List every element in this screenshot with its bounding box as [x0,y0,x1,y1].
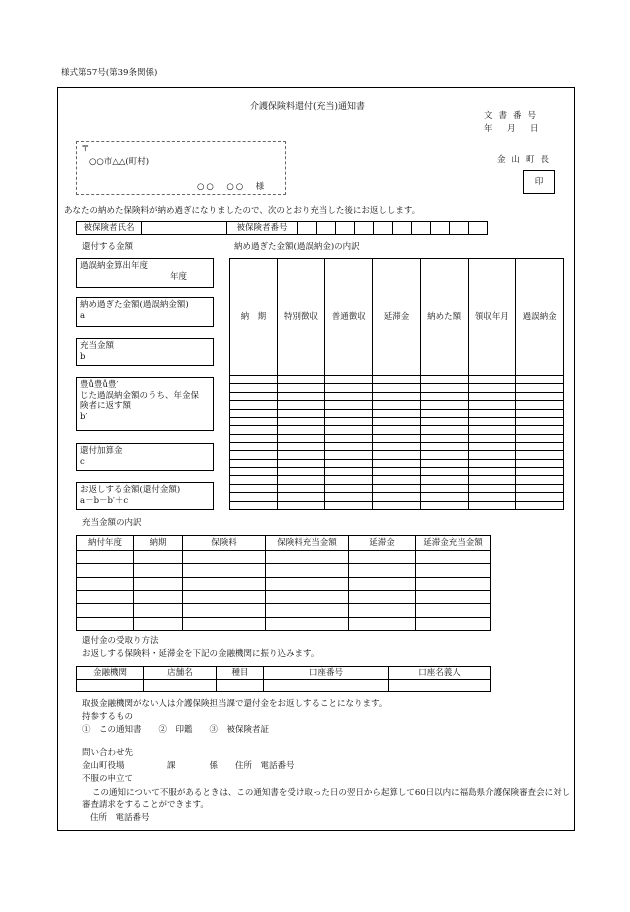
appeal-label: 不服の申立て [82,774,134,784]
col-due-period: 納 期 [230,259,278,376]
return-amount-label: お返しする金額(還付金額) [80,485,181,495]
address-city: ○○市△△(町村) [89,157,150,167]
postal-mark: 〒 [81,144,90,154]
table-row [230,392,564,400]
col-late-fee: 延滞金 [373,259,421,376]
appropriation-heading: 充当金額の内訳 [82,518,142,528]
col-account-type: 種目 [217,667,264,680]
table-row [230,468,564,476]
col-receipt-month: 領収年月 [468,259,516,376]
overpaid-amount-symbol: a [80,310,86,321]
document-title: 介護保険料還付(充当)通知書 [250,102,366,112]
pension-return-line1: 豊ů豊ů豊′ [80,380,119,390]
insured-number-cell-7 [412,222,431,235]
seal-box: 印 [523,170,555,194]
insured-number-cell-6 [393,222,412,235]
doc-number-label: 文書番号 [484,111,543,121]
col-late-charge-appropriation: 延滞金充当金額 [416,536,491,551]
overpaid-breakdown-body [230,376,564,510]
table-row [230,451,564,459]
overpaid-amount-box [76,297,214,327]
table-row [77,590,491,603]
return-amount-box [76,482,214,510]
insured-number-cell-10 [469,222,488,235]
appeal-contact: 住所 電話番号 [90,813,150,823]
table-row [230,417,564,425]
insured-number-cell-1 [298,222,317,235]
table-row [230,484,564,492]
table-row [77,551,491,564]
additional-refund-symbol: c [80,456,85,467]
table-row [230,384,564,392]
insured-number-cell-3 [336,222,355,235]
table-row [230,501,564,509]
pension-return-line3: 険者に返す額 [80,401,132,412]
date-label: 年 月 日 [484,124,542,134]
calc-year-label: 過誤納金算出年度 [80,261,149,271]
inquiry-contact: 金山町役場 課 係 住所 電話番号 [82,761,295,771]
table-row [230,443,564,451]
table-row [230,401,564,409]
table-row [230,476,564,484]
calc-year-box [76,258,214,288]
col-account-number: 口座番号 [264,667,389,680]
inquiry-label: 問い合わせ先 [82,748,134,758]
recipient-name: ○○ ○○ 様 [197,182,267,192]
col-overpayment: 過誤納金 [516,259,564,376]
col-premium-appropriation: 保険料充当金額 [266,536,349,551]
insured-number-label: 被保険者番号 [227,222,298,235]
table-row [230,459,564,467]
insured-table [76,221,488,235]
table-row [230,493,564,501]
insured-number-cell-2 [317,222,336,235]
col-payment-year: 納付年度 [77,536,134,551]
appeal-text: この通知について不服があるときは、この通知書を受け取った日の翌日から起算して60日以内に福島県介護保険審査会に対し審査請求をすることができます。 [82,788,571,810]
appropriated-amount-label: 充当金額 [80,341,115,351]
col-bank: 金融機関 [77,667,144,680]
col-ordinary-collection: 普通徴収 [325,259,373,376]
bring-items: ① この通知書 ② 印鑑 ③ 被保険者証 [82,725,270,735]
col-special-collection: 特別徴収 [277,259,325,376]
overpaid-amount-label: 納め過ぎた金額(過誤納金額) [80,300,189,310]
return-amount-formula: a－b－b′＋c [80,495,129,506]
bank-table [76,666,491,692]
calc-year-unit: 年度 [170,271,188,282]
appropriated-amount-box [76,338,214,366]
additional-refund-box [76,443,214,471]
pension-return-symbol: b′ [80,411,88,422]
insured-name-label: 被保険者氏名 [77,222,142,235]
table-row [230,409,564,417]
form-number: 様式第57号(第39条関係) [61,68,158,78]
table-row [77,680,491,692]
no-bank-note: 取扱金融機関がない人は介護保険担当課で還付金をお返しすることになります。 [82,699,388,709]
overpaid-breakdown-heading: 納め過ぎた金額(過誤納金)の内訳 [234,242,360,252]
additional-refund-label: 還付加算金 [80,446,123,456]
table-row [77,617,491,630]
refund-method-heading: 還付金の受取り方法 [82,636,159,646]
refund-method-text: お返しする保険料・延滞金を下記の金融機関に振り込みます。 [82,649,320,659]
mayor-name: 金山町長 [497,155,556,165]
overpaid-breakdown-table [229,258,564,510]
insured-number-cell-9 [450,222,469,235]
table-row [230,426,564,434]
intro-text: あなたの納めた保険料が納め過ぎになりましたので、次のとおり充当した後にお返しします。 [64,206,421,216]
address-block [76,141,286,195]
table-row [77,577,491,590]
table-row [230,376,564,384]
insured-number-cell-8 [431,222,450,235]
col-premium: 保険料 [183,536,266,551]
col-branch: 店舗名 [144,667,217,680]
table-row [77,564,491,577]
table-row [77,604,491,617]
col-paid-amount: 納めた額 [420,259,468,376]
col-late-charge: 延滞金 [349,536,416,551]
appropriation-table [76,535,491,631]
bring-label: 持参するもの [82,712,134,722]
table-row [230,434,564,442]
insured-number-cell-4 [355,222,374,235]
pension-return-line2: じた過誤納金額のうち、年金保 [80,390,200,401]
appropriated-amount-symbol: b [80,351,86,362]
col-account-holder: 口座名義人 [389,667,491,680]
refund-amount-heading: 還付する金額 [82,242,134,252]
col-payment-period: 納期 [134,536,183,551]
pension-return-box [76,377,214,431]
insured-number-cell-5 [374,222,393,235]
insured-name-value [142,222,227,235]
